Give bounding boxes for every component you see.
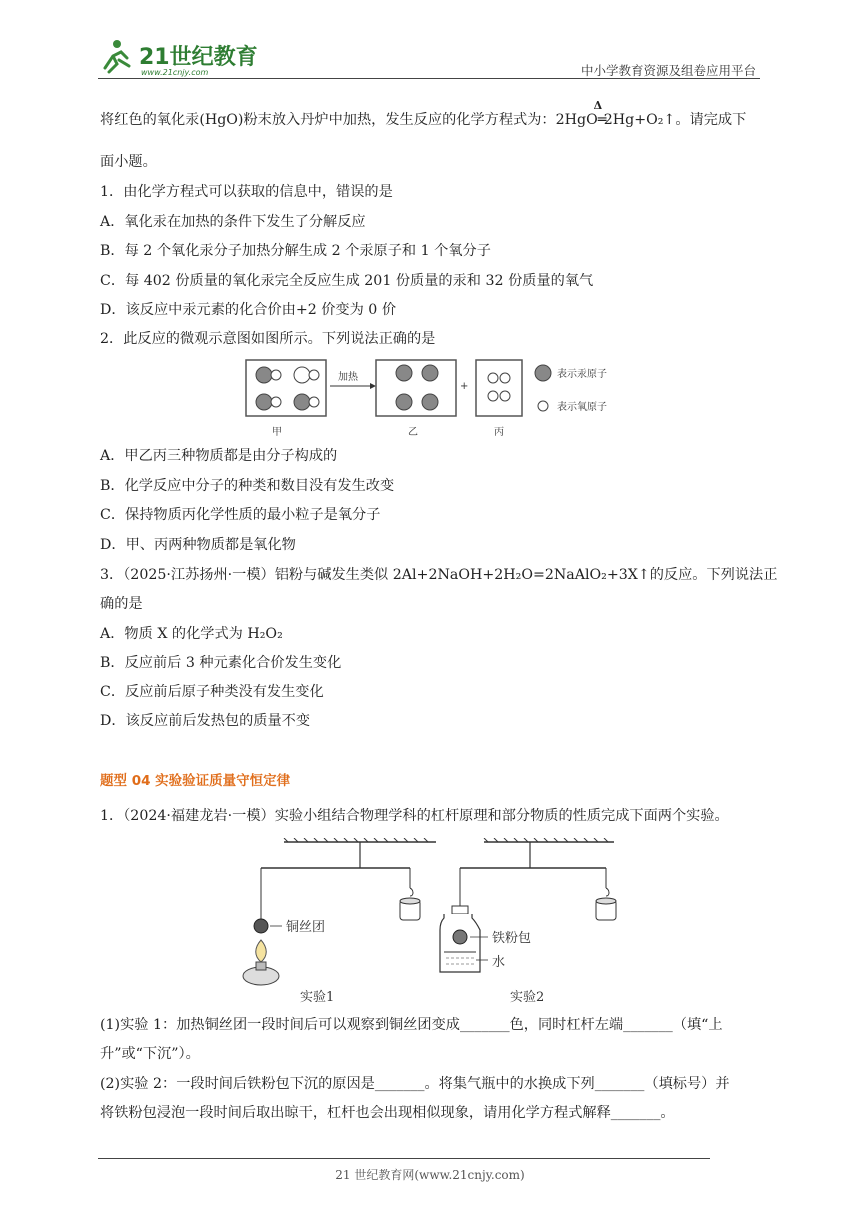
runner-icon: [105, 40, 129, 72]
q2-option-d: D．甲、丙两种物质都是氧化物: [100, 537, 296, 553]
section-title: 题型 04 实验验证质量守恒定律: [100, 773, 291, 789]
q2-option-b: B．化学反应中分子的种类和数目没有发生改变: [100, 478, 395, 494]
q3-stem-2: 确的是: [100, 596, 143, 612]
footer-divider: [98, 1158, 710, 1159]
q3-option-d: D．该反应前后发热包的质量不变: [100, 713, 311, 729]
logo-text: 21世纪教育: [139, 45, 258, 70]
intro-line-2: 面小题。: [100, 154, 157, 170]
q2-option-c: C．保持物质丙化学性质的最小粒子是氧分子: [100, 507, 381, 523]
q1-option-c: C．每 402 份质量的氧化汞完全反应生成 201 份质量的汞和 32 份质量的氧气: [100, 273, 594, 289]
q1-option-b: B．每 2 个氧化汞分子加热分解生成 2 个汞原子和 1 个氧分子: [100, 243, 491, 259]
reaction-formula: 2HgO Δ ═2Hg+O₂↑: [555, 99, 676, 128]
footer-text: 21 世纪教育网(www.21cnjy.com): [335, 1168, 525, 1182]
svg-text:+: +: [460, 381, 469, 392]
q1-option-d: D．该反应中汞元素的化合价由+2 价变为 0 价: [100, 302, 397, 318]
label-iron-bag: 铁粉包: [492, 931, 532, 946]
q2-option-a: A．甲乙丙三种物质都是由分子构成的: [100, 448, 338, 464]
label-yi: 乙: [408, 427, 418, 438]
exp-part1-line2: 升”或“下沉”）。: [100, 1046, 200, 1062]
q3-option-b: B．反应前后 3 种元素化合价发生变化: [100, 655, 342, 671]
q1-stem: 1．由化学方程式可以获取的信息中，错误的是: [100, 184, 393, 200]
experiment-figure: [230, 838, 650, 1012]
exp-part2-line1: (2)实验 2：一段时间后铁粉包下沉的原因是_______。将集气瓶中的水换成下列_______（填标号）并: [100, 1076, 730, 1092]
label-copper: 铜丝团: [286, 920, 326, 935]
label-bing: 丙: [494, 427, 504, 438]
exp-part1-line1: (1)实验 1：加热铜丝团一段时间后可以观察到铜丝团变成_______色，同时杠杆左端_______（填“上: [100, 1017, 723, 1033]
legend-hg: 表示汞原子: [557, 369, 607, 380]
q2-micro-diagram: [244, 356, 624, 444]
site-logo: [95, 38, 265, 78]
q3-option-c: C．反应前后原子种类没有发生变化: [100, 684, 324, 700]
experiment-2-apparatus: [440, 838, 616, 1005]
q2-stem: 2．此反应的微观示意图如图所示。下列说法正确的是: [100, 331, 436, 347]
label-water: 水: [492, 955, 506, 970]
label-jia: 甲: [272, 427, 282, 438]
exp-part2-line2: 将铁粉包浸泡一段时间后取出晾干，杠杆也会出现相似现象，请用化学方程式解释_______。: [100, 1105, 675, 1121]
q1-option-a: A．氧化汞在加热的条件下发生了分解反应: [100, 214, 366, 230]
header-platform-text: 中小学教育资源及组卷应用平台: [580, 63, 756, 78]
experiment-1-apparatus: [243, 838, 436, 1005]
logo-url: www.21cnjy.com: [141, 68, 209, 77]
q3-option-a: A．物质 X 的化学式为 H₂O₂: [100, 626, 283, 642]
caption-exp1: 实验1: [300, 990, 335, 1005]
exp-stem: 1．（2024·福建龙岩·一模）实验小组结合物理学科的杠杆原理和部分物质的性质完成下面两个实验。: [100, 808, 729, 824]
caption-exp2: 实验2: [510, 990, 545, 1005]
header-divider: [98, 78, 760, 79]
legend-o: 表示氧原子: [557, 402, 607, 413]
intro-line-1: 将红色的氧化汞(HgO)粉末放入丹炉中加热，发生反应的化学方程式为：2HgO Δ ═2Hg+O₂↑。请完成下: [100, 99, 747, 128]
q3-stem-1: 3．（2025·江苏扬州·一模）铝粉与碱发生类似 2Al+2NaOH+2H₂O=2NaAlO₂+3X↑的反应。下列说法正: [100, 567, 778, 583]
arrow-label: 加热: [338, 372, 358, 383]
